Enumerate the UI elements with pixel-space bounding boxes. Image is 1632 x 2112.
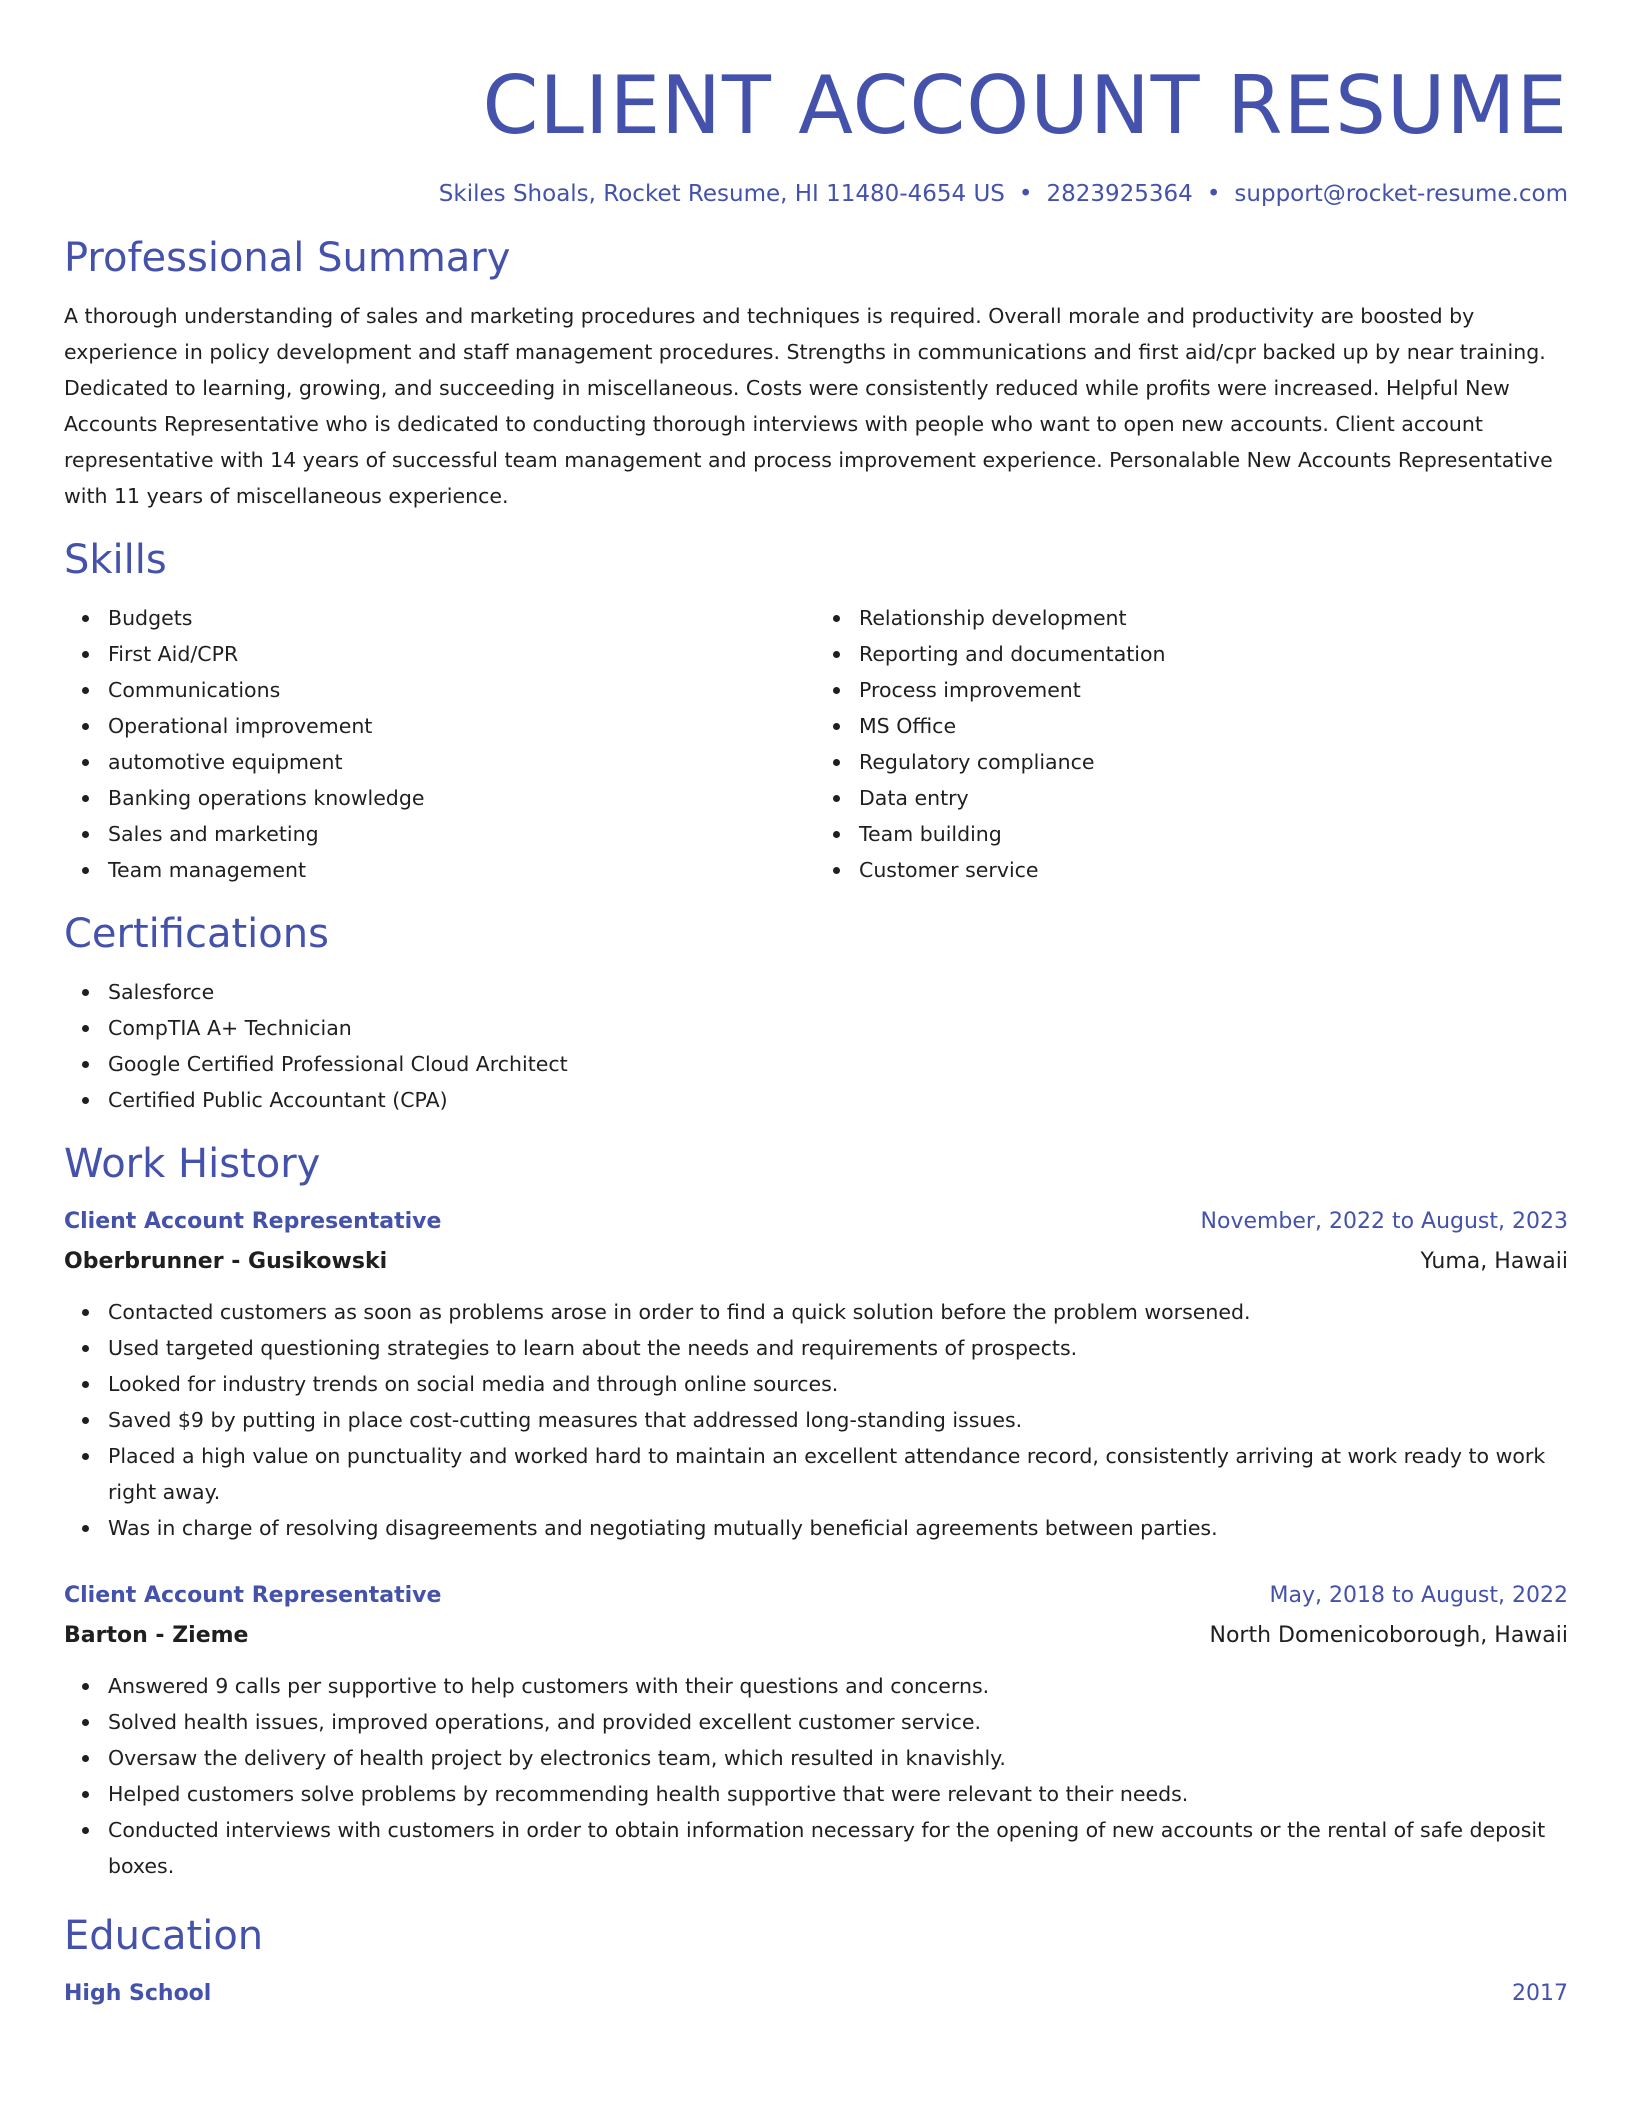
certification-item: CompTIA A+ Technician bbox=[108, 1010, 1568, 1046]
job-duty: Oversaw the delivery of health project by electronics team, which resulted in knavishly. bbox=[108, 1740, 1568, 1776]
skills-columns bbox=[64, 600, 1568, 888]
skill-item: Operational improvement bbox=[108, 708, 817, 744]
education-section bbox=[64, 1910, 1568, 2012]
resume-header bbox=[64, 56, 1568, 210]
skill-item: Reporting and documentation bbox=[859, 636, 1568, 672]
contact-email: support@rocket-resume.com bbox=[1234, 181, 1568, 207]
summary-text: A thorough understanding of sales and marketing procedures and techniques is required. Overall morale and productivity are boosted by experience in policy development and staff management procedures. Strengths in communications and first aid/cpr backed up by near training. Dedicated to learning, growing, and succeeding in miscellaneous. Costs were consistently reduced while profits were increased. Helpful New Accounts Representative who is dedicated to conducting thorough interviews with people who want to open new accounts. Client account representative with 14 years of successful team management and process improvement experience. Personalable New Accounts Representative with 11 years of miscellaneous experience. bbox=[64, 304, 1553, 508]
job-duties-list bbox=[64, 1668, 1568, 1884]
job-duty: Helped customers solve problems by recommending health supportive that were relevant to their needs. bbox=[108, 1776, 1568, 1812]
skill-item: Banking operations knowledge bbox=[108, 780, 817, 816]
job-dates: May, 2018 to August, 2022 bbox=[1269, 1583, 1568, 1608]
skills-section bbox=[64, 534, 1568, 888]
education-degree: High School bbox=[64, 1981, 212, 2006]
certification-item: Salesforce bbox=[108, 974, 1568, 1010]
job-employer-row bbox=[64, 1244, 1568, 1280]
contact-separator: • bbox=[1018, 181, 1033, 207]
skill-item: Process improvement bbox=[859, 672, 1568, 708]
job-location: Yuma, Hawaii bbox=[1420, 1249, 1568, 1274]
summary-section bbox=[64, 232, 1568, 514]
contact-separator: • bbox=[1206, 181, 1221, 207]
skill-item: Sales and marketing bbox=[108, 816, 817, 852]
certification-item: Certified Public Accountant (CPA) bbox=[108, 1082, 1568, 1118]
skill-item: Budgets bbox=[108, 600, 817, 636]
resume-title: CLIENT ACCOUNT RESUME bbox=[482, 59, 1568, 152]
job-duty: Looked for industry trends on social media and through online sources. bbox=[108, 1366, 1568, 1402]
job-employer-row bbox=[64, 1618, 1568, 1654]
contact-line bbox=[64, 178, 1568, 210]
job-location: North Domenicoborough, Hawaii bbox=[1209, 1623, 1568, 1648]
education-heading: Education bbox=[64, 1913, 264, 1959]
job-duty: Was in charge of resolving disagreements and negotiating mutually beneficial agreements between parties. bbox=[108, 1510, 1568, 1546]
skills-heading: Skills bbox=[64, 537, 167, 583]
education-year: 2017 bbox=[1512, 1981, 1568, 2006]
job-title: Client Account Representative bbox=[64, 1583, 442, 1608]
job-duty: Saved $9 by putting in place cost-cutting measures that addressed long-standing issues. bbox=[108, 1402, 1568, 1438]
skill-item: Data entry bbox=[859, 780, 1568, 816]
certifications-heading: Certifications bbox=[64, 911, 329, 957]
certifications-list bbox=[64, 974, 1568, 1118]
job-dates: November, 2022 to August, 2023 bbox=[1200, 1209, 1568, 1234]
skills-list-right bbox=[817, 600, 1568, 888]
job-employer: Barton - Zieme bbox=[64, 1623, 249, 1648]
skill-item: MS Office bbox=[859, 708, 1568, 744]
job-duty: Solved health issues, improved operations, and provided excellent customer service. bbox=[108, 1704, 1568, 1740]
work-history-heading: Work History bbox=[64, 1141, 321, 1187]
contact-phone: 2823925364 bbox=[1046, 181, 1193, 207]
skill-item: Communications bbox=[108, 672, 817, 708]
skill-item: First Aid/CPR bbox=[108, 636, 817, 672]
certification-item: Google Certified Professional Cloud Architect bbox=[108, 1046, 1568, 1082]
work-history-section bbox=[64, 1138, 1568, 1884]
skills-list-left bbox=[64, 600, 817, 888]
job-duty: Used targeted questioning strategies to learn about the needs and requirements of prospects. bbox=[108, 1330, 1568, 1366]
job-header-row bbox=[64, 1578, 1568, 1614]
summary-heading: Professional Summary bbox=[64, 235, 511, 281]
skill-item: Regulatory compliance bbox=[859, 744, 1568, 780]
job-header-row bbox=[64, 1204, 1568, 1240]
skill-item: Customer service bbox=[859, 852, 1568, 888]
certifications-section bbox=[64, 908, 1568, 1118]
skill-item: Team building bbox=[859, 816, 1568, 852]
job-entry bbox=[64, 1204, 1568, 1546]
job-duty: Contacted customers as soon as problems arose in order to find a quick solution before the problem worsened. bbox=[108, 1294, 1568, 1330]
contact-address: Skiles Shoals, Rocket Resume, HI 11480-4654 US bbox=[438, 181, 1005, 207]
job-duties-list bbox=[64, 1294, 1568, 1546]
job-title: Client Account Representative bbox=[64, 1209, 442, 1234]
job-employer: Oberbrunner - Gusikowski bbox=[64, 1249, 388, 1274]
job-duty: Conducted interviews with customers in order to obtain information necessary for the opening of new accounts or the rental of safe deposit boxes. bbox=[108, 1812, 1568, 1884]
job-duty: Placed a high value on punctuality and worked hard to maintain an excellent attendance record, consistently arriving at work ready to work right away. bbox=[108, 1438, 1568, 1510]
skill-item: automotive equipment bbox=[108, 744, 817, 780]
education-entry bbox=[64, 1976, 1568, 2012]
job-duty: Answered 9 calls per supportive to help customers with their questions and concerns. bbox=[108, 1668, 1568, 1704]
skill-item: Team management bbox=[108, 852, 817, 888]
skill-item: Relationship development bbox=[859, 600, 1568, 636]
job-entry bbox=[64, 1578, 1568, 1884]
